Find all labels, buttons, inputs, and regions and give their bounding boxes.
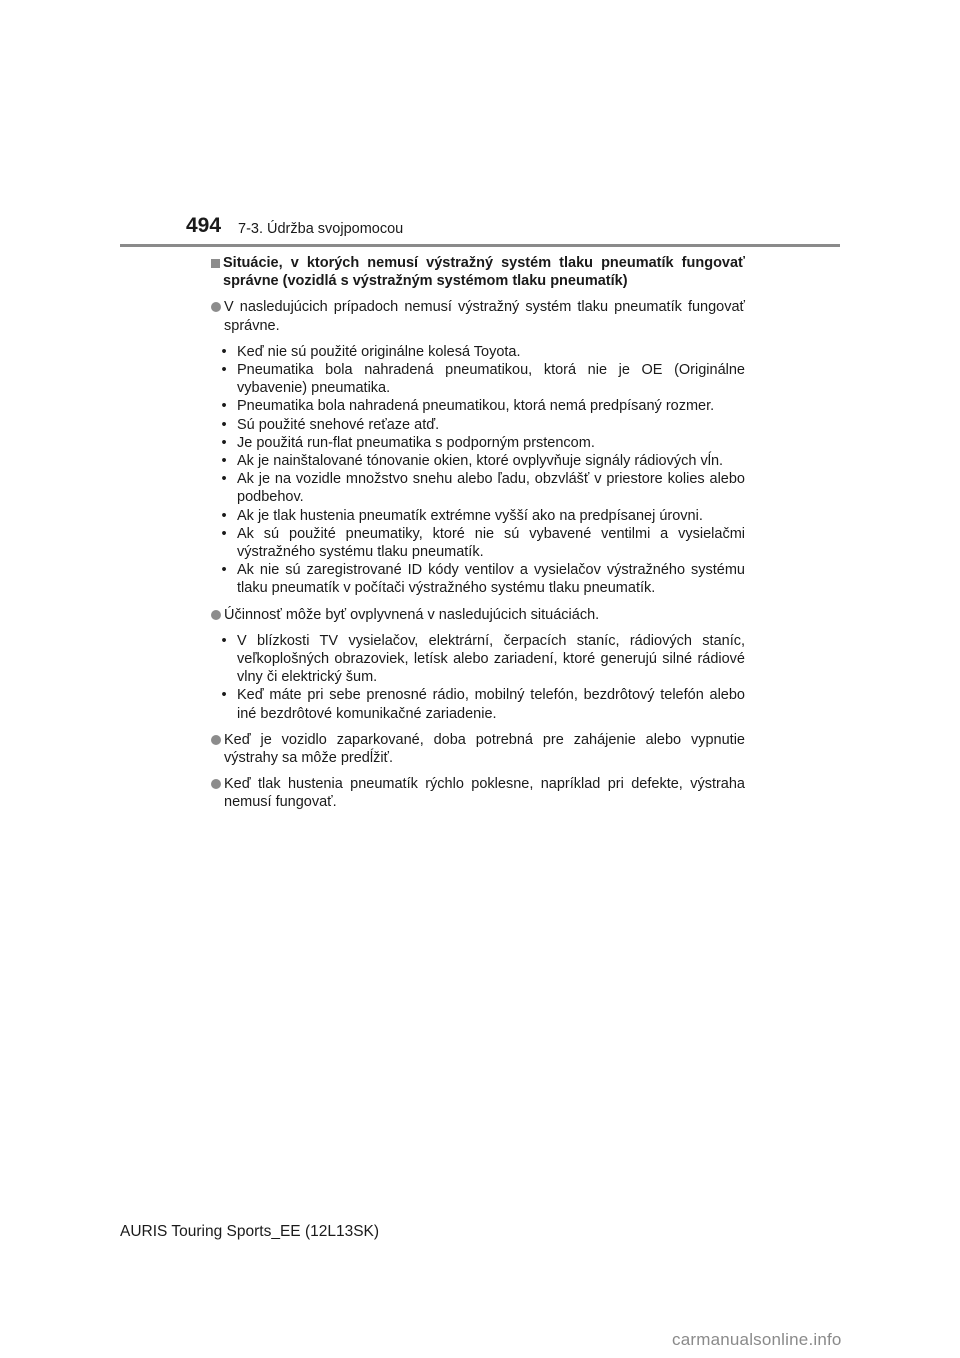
bullet-item <box>211 775 745 811</box>
dot-icon: • <box>221 687 227 704</box>
list-item <box>211 525 745 561</box>
bullet-text: Keď je vozidlo zaparkované, doba potrebná pre zahájenie alebo vypnutie výstrahy sa môže predĺžiť. <box>224 731 745 767</box>
watermark: carmanualsonline.info <box>672 1330 842 1349</box>
bullet-text: V nasledujúcich prípadoch nemusí výstražný systém tlaku pneumatík fungovať správne. <box>224 299 745 334</box>
dot-icon: • <box>221 507 227 524</box>
list-item-text: Pneumatika bola nahradená pneumatikou, ktorá nemá predpísaný rozmer. <box>237 398 715 415</box>
list-item-text: V blízkosti TV vysielačov, elektrární, čerpacích staníc, rádiových staníc, veľkoplošných obrazoviek, letísk alebo zariadení, ktoré generujú silné rádiové vlny či elektrický šum. <box>237 632 745 686</box>
circle-bullet-icon <box>211 302 221 312</box>
dot-icon: • <box>221 434 227 451</box>
dot-icon: • <box>221 343 227 360</box>
list-item <box>211 632 745 687</box>
dot-icon: • <box>221 453 227 470</box>
list-item-text: Sú použité snehové reťaze atď. <box>237 416 440 433</box>
list-item-text: Keď máte pri sebe prenosné rádio, mobilný telefón, bezdrôtový telefón alebo iné bezdrôtové komunikačné zariadenie. <box>237 687 745 722</box>
list-item-text: Pneumatika bola nahradená pneumatikou, ktorá nie je OE (Originálne vybavenie) pneumatika. <box>237 362 745 397</box>
list-item <box>211 434 745 452</box>
dot-icon: • <box>221 562 227 579</box>
dot-icon: • <box>221 362 227 379</box>
content-body <box>211 254 745 820</box>
circle-bullet-icon <box>211 779 221 789</box>
sub-list <box>211 632 745 723</box>
section-heading <box>211 254 745 290</box>
list-item-text: Je použitá run-flat pneumatika s podporným prstencom. <box>237 434 595 451</box>
dot-icon: • <box>221 471 227 488</box>
list-item-text: Keď nie sú použité originálne kolesá Toyota. <box>237 343 521 360</box>
dot-icon: • <box>221 416 227 433</box>
list-item-text: Ak sú použité pneumatiky, ktoré nie sú vybavené ventilmi a vysielačmi výstražného systému tlaku pneumatík. <box>237 525 745 561</box>
list-item-text: Ak nie sú zaregistrované ID kódy ventilov a vysielačov výstražného systému tlaku pneumatík v počítači výstražného systému tlaku pneumatík. <box>237 562 745 597</box>
list-item-text: Ak je nainštalované tónovanie okien, ktoré ovplyvňuje signály rádiových vĺn. <box>237 453 724 470</box>
footer-model: AURIS Touring Sports_EE (12L13SK) <box>120 1223 380 1240</box>
bullet-item <box>211 298 745 334</box>
list-item <box>211 452 745 470</box>
list-item <box>211 507 745 525</box>
list-item <box>211 343 745 361</box>
bullet-text: Účinnosť môže byť ovplyvnená v nasledujúcich situáciách. <box>224 606 600 623</box>
section-header: 7-3. Údržba svojpomocou <box>238 221 404 237</box>
list-item <box>211 470 745 506</box>
circle-bullet-icon <box>211 610 221 620</box>
dot-icon: • <box>221 398 227 415</box>
dot-icon: • <box>221 632 227 649</box>
page-number: 494 <box>186 214 222 237</box>
dot-icon: • <box>221 525 227 542</box>
bullet-item <box>211 731 745 767</box>
heading-text: Situácie, v ktorých nemusí výstražný systém tlaku pneumatík fungovať správne (vozidlá s výstražným systémom tlaku pneumatík) <box>223 255 745 290</box>
sub-list <box>211 343 745 598</box>
bullet-item <box>211 606 745 624</box>
list-item <box>211 561 745 597</box>
list-item <box>211 397 745 415</box>
bullet-text: Keď tlak hustenia pneumatík rýchlo poklesne, napríklad pri defekte, výstraha nemusí fungovať. <box>224 776 745 811</box>
list-item <box>211 361 745 397</box>
header-divider <box>120 244 840 247</box>
list-item <box>211 686 745 722</box>
list-item-text: Ak je na vozidle množstvo snehu alebo ľadu, obzvlášť v priestore kolies alebo podbehov. <box>237 471 745 506</box>
list-item <box>211 416 745 434</box>
circle-bullet-icon <box>211 735 221 745</box>
list-item-text: Ak je tlak hustenia pneumatík extrémne vyšší ako na predpísanej úrovni. <box>237 507 703 524</box>
square-bullet-icon <box>211 259 220 268</box>
